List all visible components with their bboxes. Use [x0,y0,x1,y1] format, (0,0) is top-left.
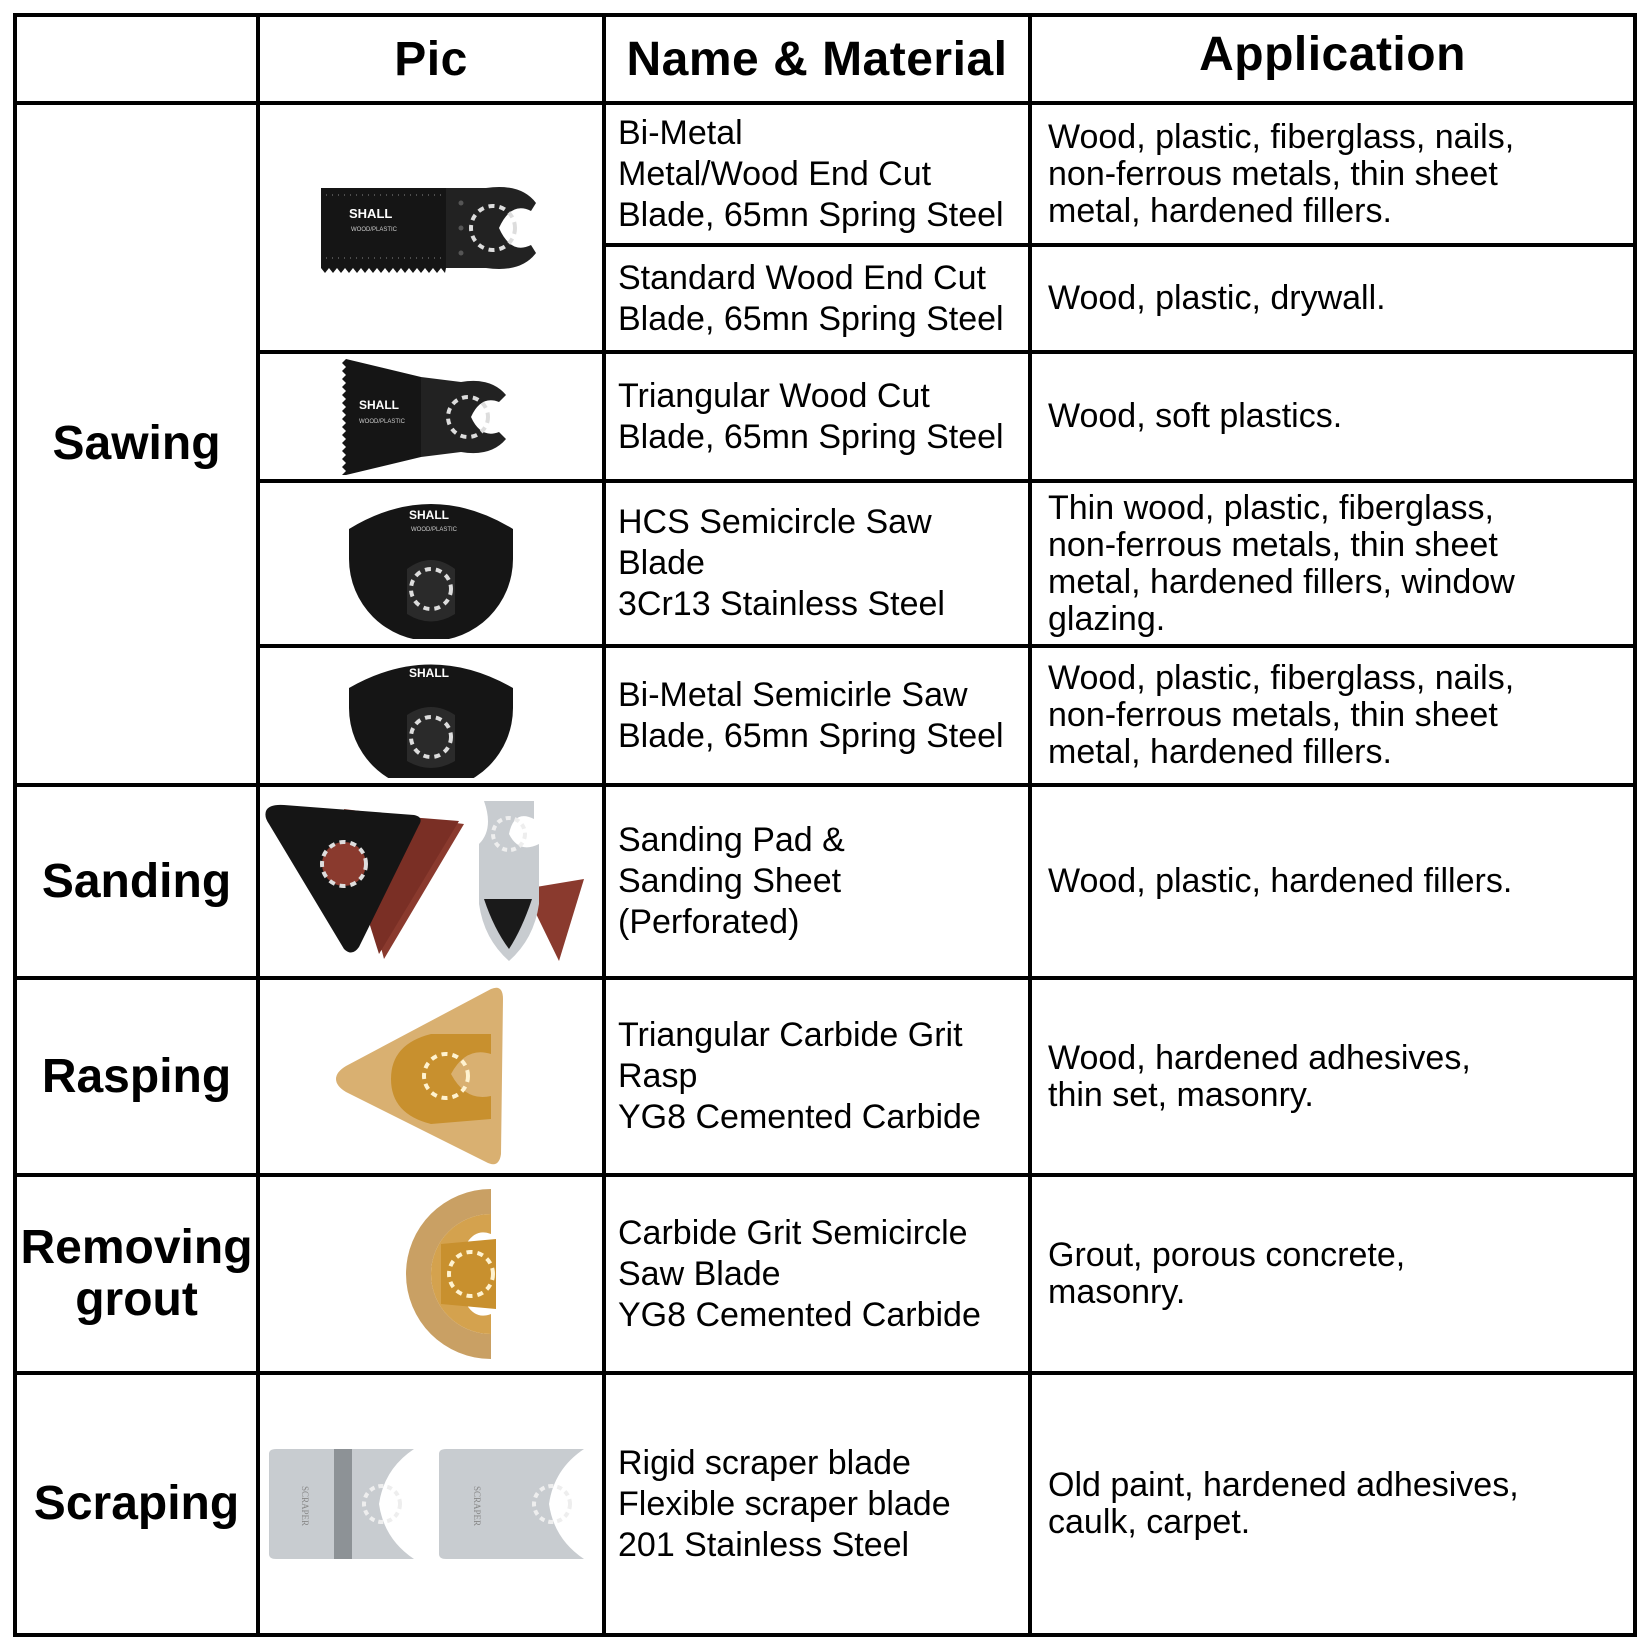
name-cell: Bi-Metal Semicirle Saw Blade, 65mn Spring Steel [618,675,1004,755]
sanding-pad-image [260,787,602,976]
hcs-semicircle-blade-image [260,483,602,644]
category-rasping: Rasping [41,1049,232,1103]
application-cell: Grout, porous concrete, masonry. [1048,1236,1406,1311]
header-name-material: Name & Material [626,32,1008,86]
grid-line [1633,13,1637,1637]
application-cell: Wood, plastic, fiberglass, nails, non-ferrous metals, thin sheet metal, hardened fillers. [1048,659,1515,771]
material-label: WOOD/PLASTIC [359,418,406,425]
application-cell: Wood, hardened adhesives, thin set, masonry. [1048,1038,1471,1114]
name-cell: Triangular Wood Cut Blade, 65mn Spring Steel [618,376,1004,456]
scraper-blades-image [260,1375,602,1633]
scraper-label: SCRAPER [299,1486,310,1527]
triangular-blade-image [260,354,602,479]
application-cell: Wood, plastic, hardened fillers. [1048,862,1513,900]
carbide-semicircle-image [260,1177,602,1371]
end-cut-blade-image [260,105,602,350]
name-cell: Carbide Grit Semicircle Saw Blade YG8 Cemented Carbide [618,1213,981,1334]
application-cell: Wood, soft plastics. [1048,397,1343,435]
scraper-label: SCRAPER [471,1486,482,1527]
brand-label: SHALL [409,666,449,680]
application-cell: Old paint, hardened adhesives, caulk, carpet. [1048,1466,1519,1541]
application-cell: Thin wood, plastic, fiberglass, non-ferrous metals, thin sheet metal, hardened fillers, window glazing. [1048,488,1515,638]
name-cell: Sanding Pad & Sanding Sheet (Perforated) [618,821,845,941]
brand-label: SHALL [409,507,449,522]
name-cell: HCS Semicircle Saw Blade 3Cr13 Stainless Steel [618,503,945,623]
application-cell: Wood, plastic, drywall. [1048,279,1386,317]
material-label: WOOD/PLASTIC [351,226,398,233]
name-cell: Rigid scraper blade Flexible scraper blade 201 Stainless Steel [618,1443,951,1564]
name-cell: Triangular Carbide Grit Rasp YG8 Cemented Carbide [618,1016,981,1136]
material-label: WOOD/PLASTIC [411,526,458,533]
comparison-table [13,13,1637,1637]
brand-label: SHALL [349,205,393,221]
name-cell: Standard Wood End Cut Blade, 65mn Spring Steel [618,258,1004,338]
header-empty-cell [17,17,256,101]
category-removing-grout: Removing grout [20,1221,253,1326]
brand-label: SHALL [359,397,399,412]
carbide-rasp-image [260,980,602,1173]
bimetal-semicircle-blade-image [260,648,602,783]
category-scraping: Scraping [33,1477,240,1530]
category-sawing: Sawing [52,417,221,470]
application-cell: Wood, plastic, fiberglass, nails, non-ferrous metals, thin sheet metal, hardened fillers. [1048,117,1515,230]
name-cell: Bi-Metal Metal/Wood End Cut Blade, 65mn Spring Steel [618,113,1004,234]
header-pic: Pic [394,32,468,86]
header-application: Application [1199,27,1466,81]
category-sanding: Sanding [41,854,232,908]
